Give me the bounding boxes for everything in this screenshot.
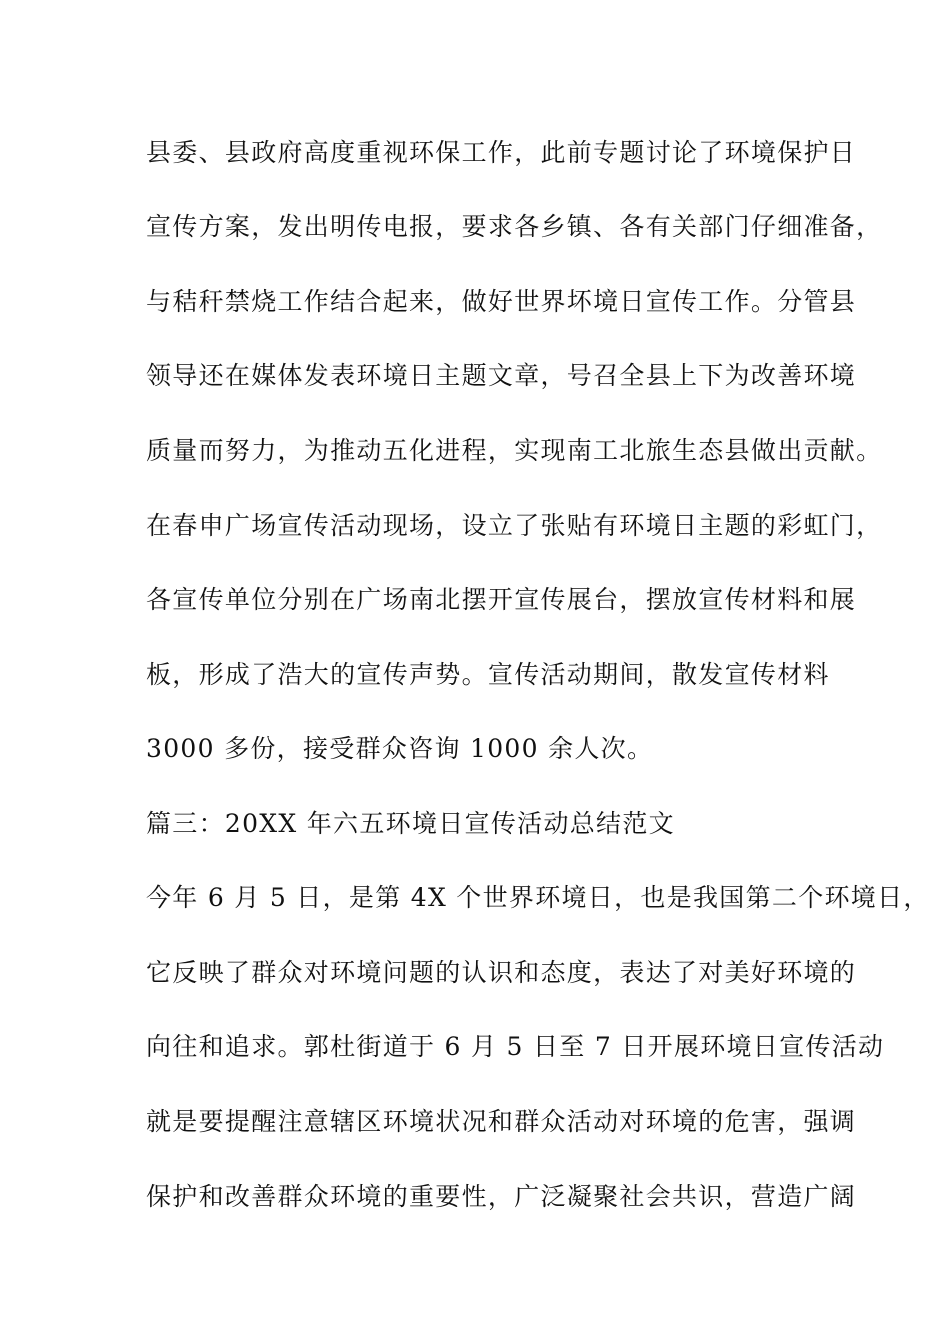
- paragraph-line: 宣传方案，发出明传电报，要求各乡镇、各有关部门仔细准备，: [146, 212, 883, 241]
- paragraph-line: 今年 6 月 5 日，是第 4X 个世界环境日，也是我国第二个环境日，: [146, 883, 930, 912]
- paragraph-line: 板，形成了浩大的宣传声势。宣传活动期间，散发宣传材料: [146, 660, 830, 689]
- paragraph-line: 领导还在媒体发表环境日主题文章，号召全县上下为改善环境: [146, 361, 857, 390]
- paragraph-line: 县委、县政府高度重视环保工作，此前专题讨论了环境保护日: [146, 138, 857, 167]
- paragraph-line: 3000 多份，接受群众咨询 1000 余人次。: [146, 734, 654, 763]
- paragraph-line: 质量而努力，为推动五化进程，实现南工北旅生态县做出贡献。: [146, 436, 883, 465]
- paragraph-line: 它反映了群众对环境问题的认识和态度，表达了对美好环境的: [146, 958, 857, 987]
- paragraph-line: 各宣传单位分别在广场南北摆开宣传展台，摆放宣传材料和展: [146, 585, 857, 614]
- section-heading: 篇三：20XX 年六五环境日宣传活动总结范文: [146, 809, 675, 838]
- paragraph-line: 在春申广场宣传活动现场，设立了张贴有环境日主题的彩虹门，: [146, 511, 883, 540]
- paragraph-line: 保护和改善群众环境的重要性，广泛凝聚社会共识，营造广阔: [146, 1182, 857, 1211]
- paragraph-line: 与秸秆禁烧工作结合起来，做好世界坏境日宣传工作。分管县: [146, 287, 857, 316]
- paragraph-line: 向往和追求。郭杜街道于 6 月 5 日至 7 日开展环境日宣传活动: [146, 1032, 885, 1061]
- paragraph-line: 就是要提醒注意辖区环境状况和群众活动对环境的危害，强调: [146, 1107, 857, 1136]
